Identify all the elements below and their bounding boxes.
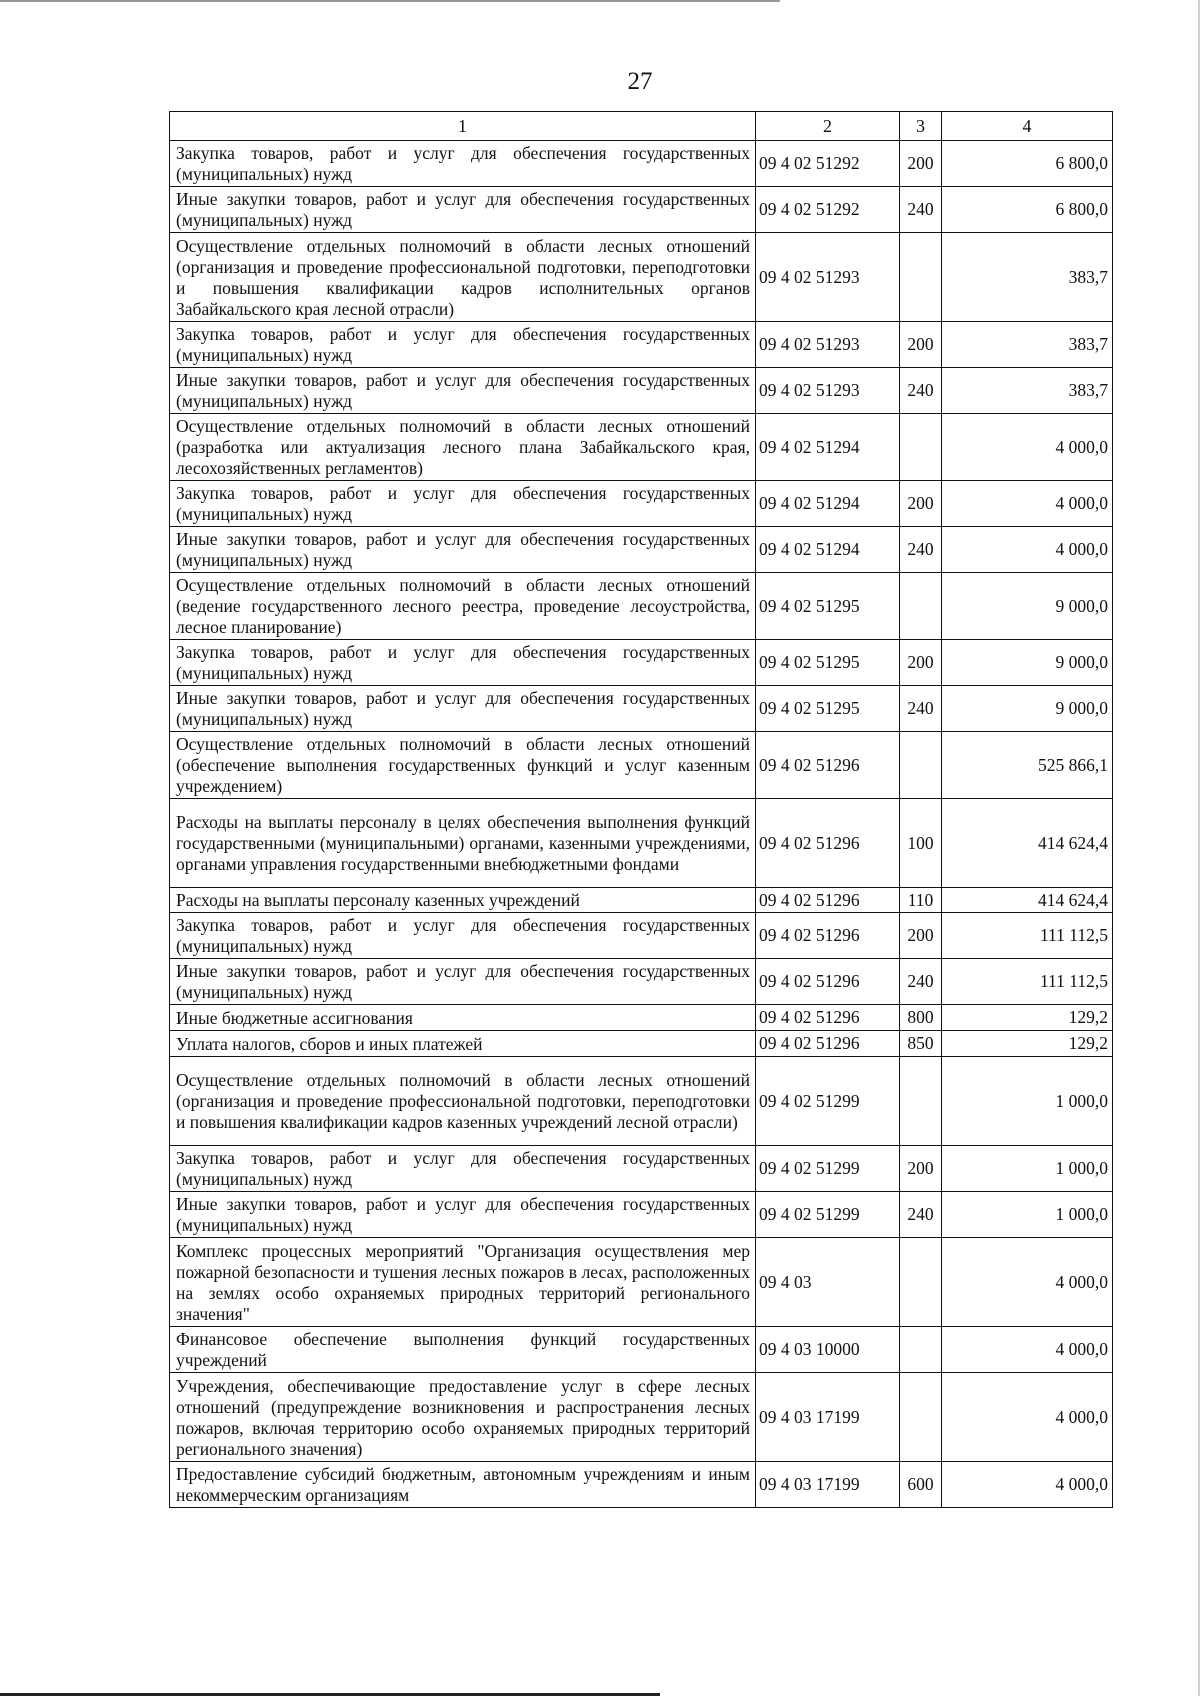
row-code-cell: 09 4 02 51296 xyxy=(756,913,900,959)
table-row xyxy=(170,1031,1113,1057)
row-sum-cell: 4 000,0 xyxy=(942,1373,1113,1462)
row-name-cell: Осуществление отдельных полномочий в области лесных отношений (ведение государственного лесного реестра, проведение лесоустройства, лесное планирование) xyxy=(170,573,756,640)
row-name-cell: Финансовое обеспечение выполнения функций государственных учреждений xyxy=(170,1327,756,1373)
row-kind-cell: 100 xyxy=(900,799,942,888)
row-name-cell: Иные бюджетные ассигнования xyxy=(170,1005,756,1031)
table-row xyxy=(170,686,1113,732)
table-row xyxy=(170,640,1113,686)
row-kind-cell xyxy=(900,1057,942,1146)
row-name-cell: Закупка товаров, работ и услуг для обеспечения государственных (муниципальных) нужд xyxy=(170,640,756,686)
row-sum-cell: 111 112,5 xyxy=(942,959,1113,1005)
header-col-4: 4 xyxy=(942,112,1113,141)
table-row xyxy=(170,1192,1113,1238)
row-sum-cell: 4 000,0 xyxy=(942,1462,1113,1508)
row-code-cell: 09 4 03 17199 xyxy=(756,1462,900,1508)
row-sum-cell: 9 000,0 xyxy=(942,686,1113,732)
row-sum-cell: 383,7 xyxy=(942,233,1113,322)
row-kind-cell: 200 xyxy=(900,1146,942,1192)
row-code-cell: 09 4 02 51295 xyxy=(756,573,900,640)
row-sum-cell: 129,2 xyxy=(942,1031,1113,1057)
row-name-cell: Иные закупки товаров, работ и услуг для обеспечения государственных (муниципальных) нужд xyxy=(170,527,756,573)
row-code-cell: 09 4 02 51296 xyxy=(756,888,900,913)
table-row xyxy=(170,732,1113,799)
table-row xyxy=(170,888,1113,913)
row-kind-cell: 110 xyxy=(900,888,942,913)
row-code-cell: 09 4 02 51294 xyxy=(756,527,900,573)
row-code-cell: 09 4 02 51296 xyxy=(756,732,900,799)
row-kind-cell: 200 xyxy=(900,913,942,959)
row-name-cell: Иные закупки товаров, работ и услуг для обеспечения государственных (муниципальных) нужд xyxy=(170,1192,756,1238)
row-name-cell: Комплекс процессных мероприятий "Организация осуществления мер пожарной безопасности и тушения лесных пожаров в лесах, расположенных на землях особо охраняемых природных территорий регионального значения" xyxy=(170,1238,756,1327)
table-row xyxy=(170,1462,1113,1508)
row-sum-cell: 4 000,0 xyxy=(942,414,1113,481)
row-name-cell: Закупка товаров, работ и услуг для обеспечения государственных (муниципальных) нужд xyxy=(170,141,756,187)
row-name-cell: Предоставление субсидий бюджетным, автономным учреждениям и иным некоммерческим организациям xyxy=(170,1462,756,1508)
row-name-cell: Осуществление отдельных полномочий в области лесных отношений (разработка или актуализация лесного плана Забайкальского края, лесохозяйственных регламентов) xyxy=(170,414,756,481)
row-code-cell: 09 4 02 51295 xyxy=(756,640,900,686)
row-kind-cell: 600 xyxy=(900,1462,942,1508)
row-code-cell: 09 4 02 51295 xyxy=(756,686,900,732)
row-kind-cell: 240 xyxy=(900,1192,942,1238)
row-code-cell: 09 4 02 51296 xyxy=(756,1031,900,1057)
row-name-cell: Закупка товаров, работ и услуг для обеспечения государственных (муниципальных) нужд xyxy=(170,481,756,527)
row-sum-cell: 383,7 xyxy=(942,368,1113,414)
row-code-cell: 09 4 02 51299 xyxy=(756,1057,900,1146)
table-row xyxy=(170,414,1113,481)
table-row xyxy=(170,959,1113,1005)
table-row xyxy=(170,573,1113,640)
row-kind-cell xyxy=(900,1373,942,1462)
row-code-cell: 09 4 02 51296 xyxy=(756,959,900,1005)
table-row xyxy=(170,913,1113,959)
row-sum-cell: 9 000,0 xyxy=(942,640,1113,686)
row-kind-cell xyxy=(900,573,942,640)
row-kind-cell: 850 xyxy=(900,1031,942,1057)
row-name-cell: Закупка товаров, работ и услуг для обеспечения государственных (муниципальных) нужд xyxy=(170,322,756,368)
table-row xyxy=(170,322,1113,368)
row-kind-cell: 240 xyxy=(900,187,942,233)
row-code-cell: 09 4 03 17199 xyxy=(756,1373,900,1462)
row-sum-cell: 4 000,0 xyxy=(942,1327,1113,1373)
row-name-cell: Закупка товаров, работ и услуг для обеспечения государственных (муниципальных) нужд xyxy=(170,913,756,959)
table-row xyxy=(170,799,1113,888)
row-kind-cell xyxy=(900,233,942,322)
row-sum-cell: 111 112,5 xyxy=(942,913,1113,959)
row-code-cell: 09 4 02 51299 xyxy=(756,1192,900,1238)
row-name-cell: Иные закупки товаров, работ и услуг для обеспечения государственных (муниципальных) нужд xyxy=(170,686,756,732)
row-code-cell: 09 4 02 51293 xyxy=(756,322,900,368)
row-code-cell: 09 4 03 xyxy=(756,1238,900,1327)
table-row xyxy=(170,1373,1113,1462)
row-name-cell: Уплата налогов, сборов и иных платежей xyxy=(170,1031,756,1057)
row-code-cell: 09 4 02 51294 xyxy=(756,414,900,481)
row-sum-cell: 414 624,4 xyxy=(942,888,1113,913)
header-col-2: 2 xyxy=(756,112,900,141)
row-sum-cell: 1 000,0 xyxy=(942,1192,1113,1238)
row-code-cell: 09 4 02 51292 xyxy=(756,141,900,187)
row-code-cell: 09 4 02 51296 xyxy=(756,799,900,888)
row-name-cell: Иные закупки товаров, работ и услуг для обеспечения государственных (муниципальных) нужд xyxy=(170,187,756,233)
row-code-cell: 09 4 02 51294 xyxy=(756,481,900,527)
row-sum-cell: 414 624,4 xyxy=(942,799,1113,888)
row-sum-cell: 9 000,0 xyxy=(942,573,1113,640)
row-code-cell: 09 4 02 51296 xyxy=(756,1005,900,1031)
row-kind-cell xyxy=(900,732,942,799)
row-name-cell: Расходы на выплаты персоналу казенных учреждений xyxy=(170,888,756,913)
row-name-cell: Расходы на выплаты персоналу в целях обеспечения выполнения функций государственными (муниципальными) органами, казенными учреждениями, органами управления государственными внебюджетными фондами xyxy=(170,799,756,888)
row-kind-cell: 200 xyxy=(900,481,942,527)
row-sum-cell: 6 800,0 xyxy=(942,187,1113,233)
row-kind-cell xyxy=(900,414,942,481)
scan-top-edge xyxy=(0,0,780,2)
table-row xyxy=(170,1005,1113,1031)
row-sum-cell: 4 000,0 xyxy=(942,1238,1113,1327)
row-kind-cell: 240 xyxy=(900,527,942,573)
table-row xyxy=(170,527,1113,573)
table-row xyxy=(170,187,1113,233)
row-sum-cell: 4 000,0 xyxy=(942,481,1113,527)
row-sum-cell: 525 866,1 xyxy=(942,732,1113,799)
table-row xyxy=(170,1327,1113,1373)
row-sum-cell: 4 000,0 xyxy=(942,527,1113,573)
row-name-cell: Учреждения, обеспечивающие предоставление услуг в сфере лесных отношений (предупреждение возникновения и распространения лесных пожаров, включая территорию особо охраняемых природных территорий регионального значения) xyxy=(170,1373,756,1462)
row-code-cell: 09 4 02 51299 xyxy=(756,1146,900,1192)
row-code-cell: 09 4 03 10000 xyxy=(756,1327,900,1373)
row-kind-cell: 800 xyxy=(900,1005,942,1031)
row-kind-cell: 240 xyxy=(900,368,942,414)
row-sum-cell: 383,7 xyxy=(942,322,1113,368)
row-kind-cell: 240 xyxy=(900,686,942,732)
row-kind-cell: 200 xyxy=(900,322,942,368)
table-header-row xyxy=(170,112,1113,141)
row-code-cell: 09 4 02 51292 xyxy=(756,187,900,233)
table-row xyxy=(170,368,1113,414)
table-row xyxy=(170,1146,1113,1192)
table-row xyxy=(170,141,1113,187)
row-sum-cell: 1 000,0 xyxy=(942,1146,1113,1192)
row-kind-cell: 200 xyxy=(900,141,942,187)
header-col-3: 3 xyxy=(900,112,942,141)
row-kind-cell: 200 xyxy=(900,640,942,686)
row-code-cell: 09 4 02 51293 xyxy=(756,368,900,414)
table-row xyxy=(170,1057,1113,1146)
row-name-cell: Закупка товаров, работ и услуг для обеспечения государственных (муниципальных) нужд xyxy=(170,1146,756,1192)
table-row xyxy=(170,233,1113,322)
row-kind-cell: 240 xyxy=(900,959,942,1005)
page-number: 27 xyxy=(627,68,653,95)
table-row xyxy=(170,481,1113,527)
row-name-cell: Осуществление отдельных полномочий в области лесных отношений (организация и проведение профессиональной подготовки, переподготовки и повышения квалификации кадров исполнительных органов Забайкальского края лесной отрасли) xyxy=(170,233,756,322)
row-kind-cell xyxy=(900,1238,942,1327)
row-kind-cell xyxy=(900,1327,942,1373)
row-name-cell: Иные закупки товаров, работ и услуг для обеспечения государственных (муниципальных) нужд xyxy=(170,368,756,414)
row-sum-cell: 1 000,0 xyxy=(942,1057,1113,1146)
row-name-cell: Иные закупки товаров, работ и услуг для обеспечения государственных (муниципальных) нужд xyxy=(170,959,756,1005)
header-col-1: 1 xyxy=(170,112,756,141)
row-sum-cell: 129,2 xyxy=(942,1005,1113,1031)
budget-table xyxy=(169,111,1113,1508)
row-name-cell: Осуществление отдельных полномочий в области лесных отношений (обеспечение выполнения государственных функций и услуг казенным учреждением) xyxy=(170,732,756,799)
table-row xyxy=(170,1238,1113,1327)
row-code-cell: 09 4 02 51293 xyxy=(756,233,900,322)
row-sum-cell: 6 800,0 xyxy=(942,141,1113,187)
row-name-cell: Осуществление отдельных полномочий в области лесных отношений (организация и проведение профессиональной подготовки, переподготовки и повышения квалификации кадров казенных учреждений лесной отрасли) xyxy=(170,1057,756,1146)
